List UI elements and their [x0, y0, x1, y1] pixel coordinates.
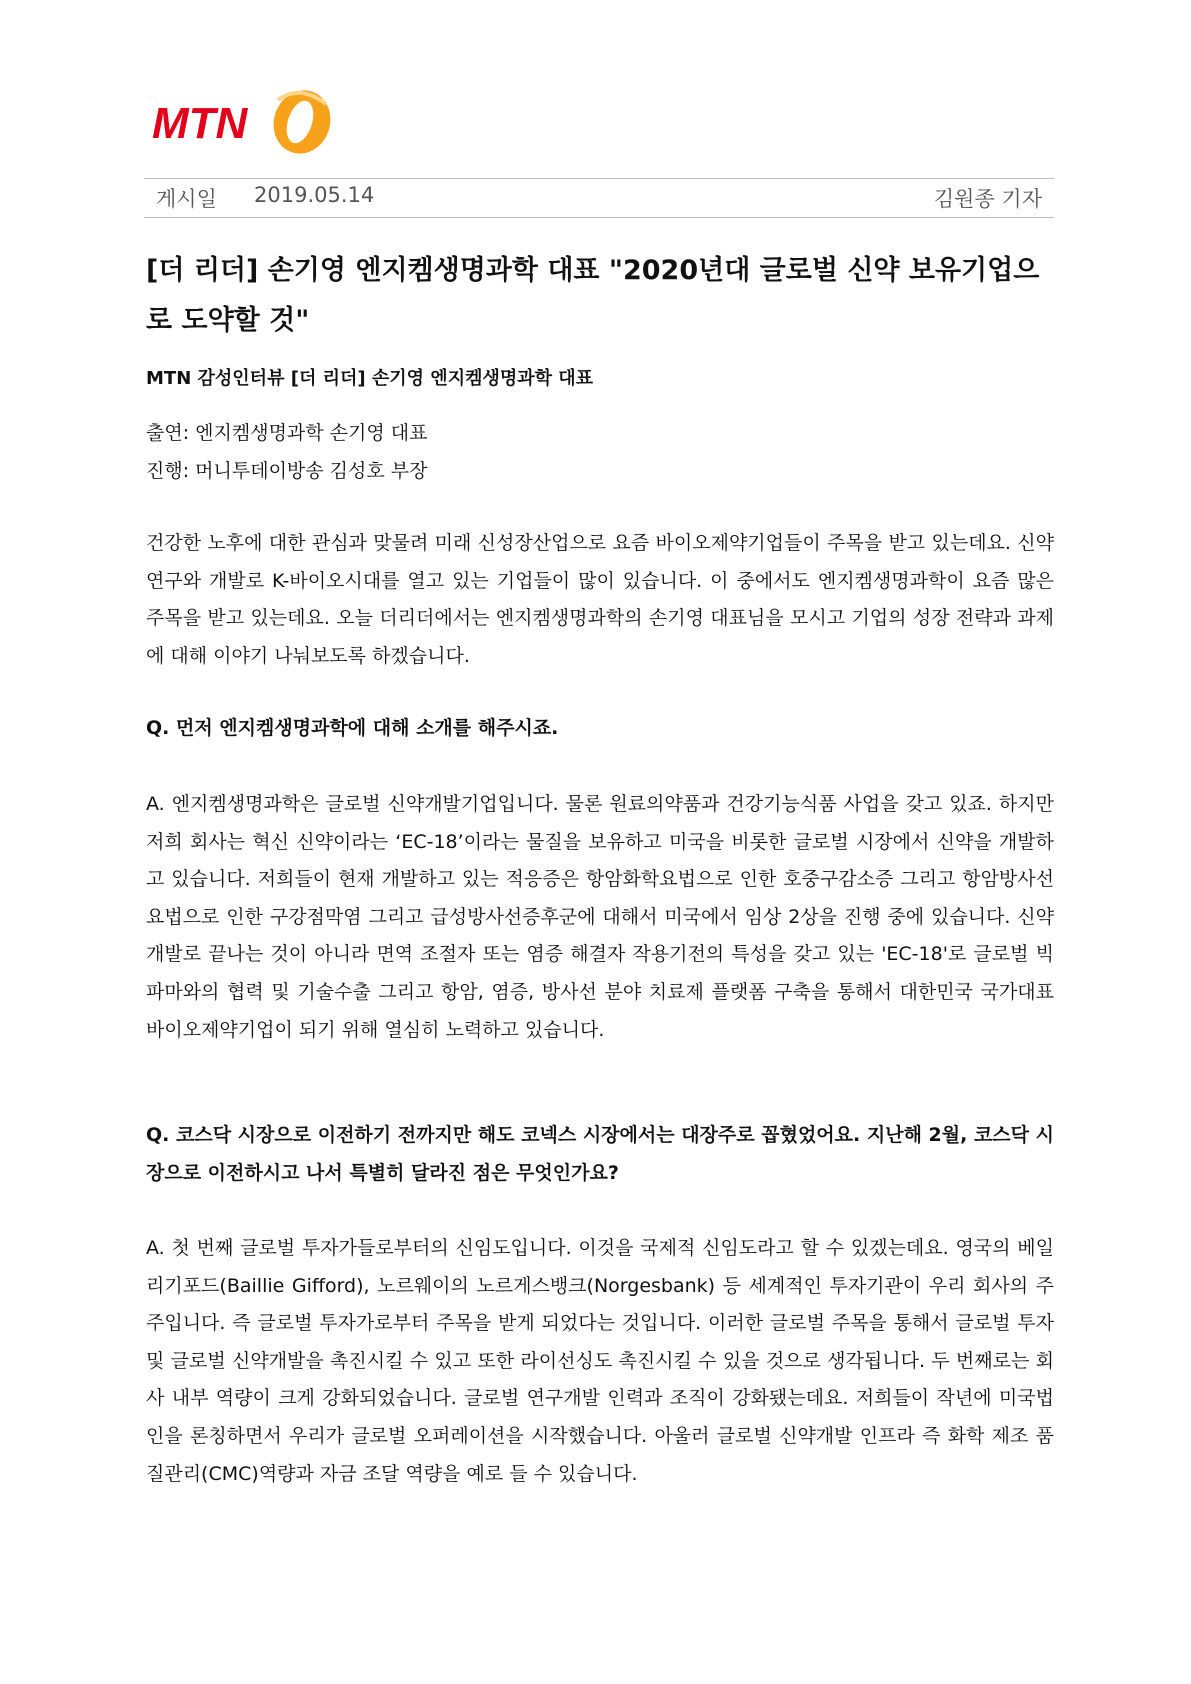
cast-line: 출연: 엔지켐생명과학 손기영 대표 — [146, 422, 428, 444]
credits — [146, 414, 1056, 490]
article-title: [더 리더] 손기영 엔지켐생명과학 대표 "2020년대 글로벌 신약 보유기업으로 도약할 것" — [146, 255, 1040, 336]
article-subtitle: MTN 감성인터뷰 [더 리더] 손기영 엔지켐생명과학 대표 — [146, 368, 594, 389]
question-1: Q. 먼저 엔지켐생명과학에 대해 소개를 해주시죠. — [146, 717, 559, 739]
logo-text: MTN — [152, 99, 248, 148]
publish-date: 2019.05.14 — [254, 183, 375, 207]
host-line: 진행: 머니투데이방송 김성호 부장 — [146, 460, 428, 482]
intro-paragraph: 건강한 노후에 대한 관심과 맞물려 미래 신성장산업으로 요즘 바이오제약기업들이 주목을 받고 있는데요. 신약연구와 개발로 K-바이오시대를 열고 있는 기업들이 많이 있습니다. 이 중에서도 엔지켐생명과학이 요즘 많은 주목을 받고 있는데요. 오늘 더리더에서는 엔지켐생명과학의 손기영 대표님을 모시고 기업의 성장 전략과 과제에 대해 이야기 나눠보도록 하겠습니다. — [146, 532, 1054, 667]
article-meta — [144, 178, 1054, 218]
answer-1: A. 엔지켐생명과학은 글로벌 신약개발기업입니다. 물론 원료의약품과 건강기능식품 사업을 갖고 있죠. 하지만 저희 회사는 혁신 신약이라는 ‘EC-18’이라는 물질을 보유하고 미국을 비롯한 글로벌 시장에서 신약을 개발하고 있습니다. 저희들이 현재 개발하고 있는 적응증은 항암화학요법으로 인한 호중구감소증 그리고 항암방사선요법으로 인한 구강점막염 그리고 급성방사선증후군에 대해서 미국에서 임상 2상을 진행 중에 있습니다. 신약개발로 끝나는 것이 아니라 면역 조절자 또는 염증 해결자 작용기전의 특성을 갖고 있는 'EC-18'로 글로벌 빅파마와의 협력 및 기술수출 그리고 항암, 염증, 방사선 분야 치료제 플랫폼 구축을 통해서 대한민국 국가대표 바이오제약기업이 되기 위해 열심히 노력하고 있습니다. — [146, 793, 1054, 1041]
question-2: Q. 코스닥 시장으로 이전하기 전까지만 해도 코넥스 시장에서는 대장주로 꼽혔었어요. 지난해 2월, 코스닥 시장으로 이전하시고 나서 특별히 달라진 점은 무엇인가요? — [146, 1124, 1054, 1184]
answer-2: A. 첫 번째 글로벌 투자가들로부터의 신임도입니다. 이것을 국제적 신임도라고 할 수 있겠는데요. 영국의 베일리기포드(Baillie Gifford), 노르웨이의 노르게스뱅크(Norgesbank) 등 세계적인 투자기관이 우리 회사의 주주입니다. 즉 글로벌 투자가로부터 주목을 받게 되었다는 것입니다. 이러한 글로벌 주목을 통해서 글로벌 투자 및 글로벌 신약개발을 촉진시킬 수 있고 또한 라이선싱도 촉진시킬 수 있을 것으로 생각됩니다. 두 번째로는 회사 내부 역량이 크게 강화되었습니다. 글로벌 연구개발 인력과 조직이 강화됐는데요. 저희들이 작년에 미국법인을 론칭하면서 우리가 글로벌 오퍼레이션을 시작했습니다. 아울러 글로벌 신약개발 인프라 즉 화학 제조 품질관리(CMC)역량과 자금 조달 역량을 예로 들 수 있습니다. — [146, 1237, 1054, 1485]
mtn-logo — [150, 86, 340, 156]
logo-ring-icon — [265, 86, 338, 156]
author-name: 김원종 기자 — [933, 187, 1042, 211]
date-label: 게시일 — [156, 187, 217, 211]
